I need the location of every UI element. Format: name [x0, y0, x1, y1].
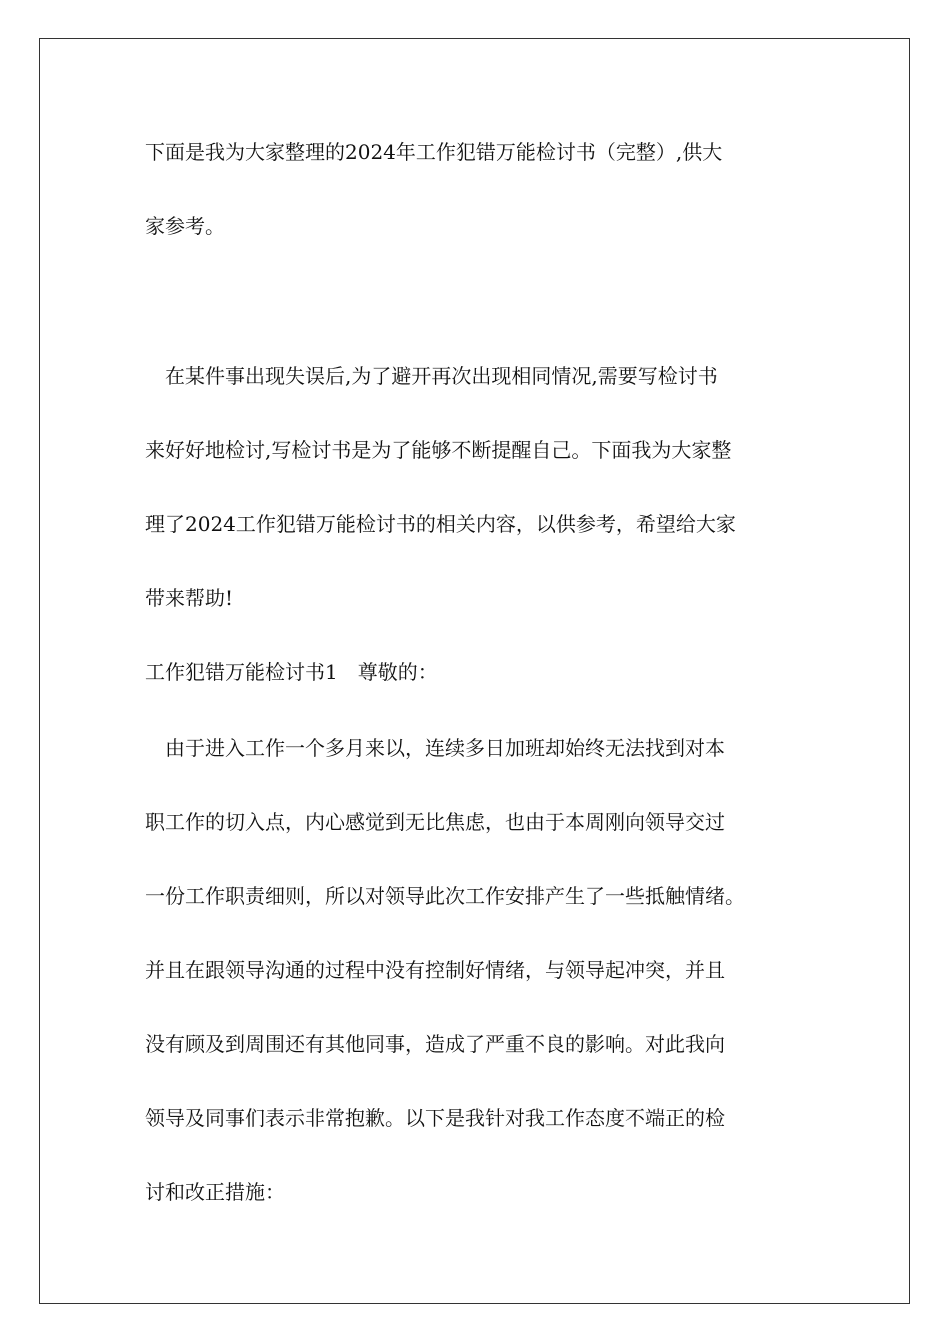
body-line-2: 职工作的切入点，内心感觉到无比焦虑，也由于本周刚向领导交过 [145, 810, 725, 834]
body-line-5: 没有顾及到周围还有其他同事，造成了严重不良的影响。对此我向 [145, 1032, 725, 1056]
section-heading: 工作犯错万能检讨书1 尊敬的： [145, 660, 438, 684]
intro-line-1: 下面是我为大家整理的2024年工作犯错万能检讨书（完整）,供大 [145, 140, 723, 164]
paragraph-line-2: 来好好地检讨,写检讨书是为了能够不断提醒自己。下面我为大家整 [145, 438, 732, 462]
paragraph-line-1: 在某件事出现失误后,为了避开再次出现相同情况,需要写检讨书 [165, 364, 718, 388]
paragraph-line-3: 理了2024工作犯错万能检讨书的相关内容，以供参考，希望给大家 [145, 512, 736, 536]
body-line-7: 讨和改正措施： [145, 1180, 285, 1204]
intro-line-2: 家参考。 [145, 214, 225, 238]
paragraph-line-4: 带来帮助! [145, 586, 234, 610]
body-line-1: 由于进入工作一个多月来以，连续多日加班却始终无法找到对本 [165, 736, 725, 760]
body-line-4: 并且在跟领导沟通的过程中没有控制好情绪，与领导起冲突，并且 [145, 958, 725, 982]
body-line-6: 领导及同事们表示非常抱歉。以下是我针对我工作态度不端正的检 [145, 1106, 725, 1130]
body-line-3: 一份工作职责细则，所以对领导此次工作安排产生了一些抵触情绪。 [145, 884, 745, 908]
